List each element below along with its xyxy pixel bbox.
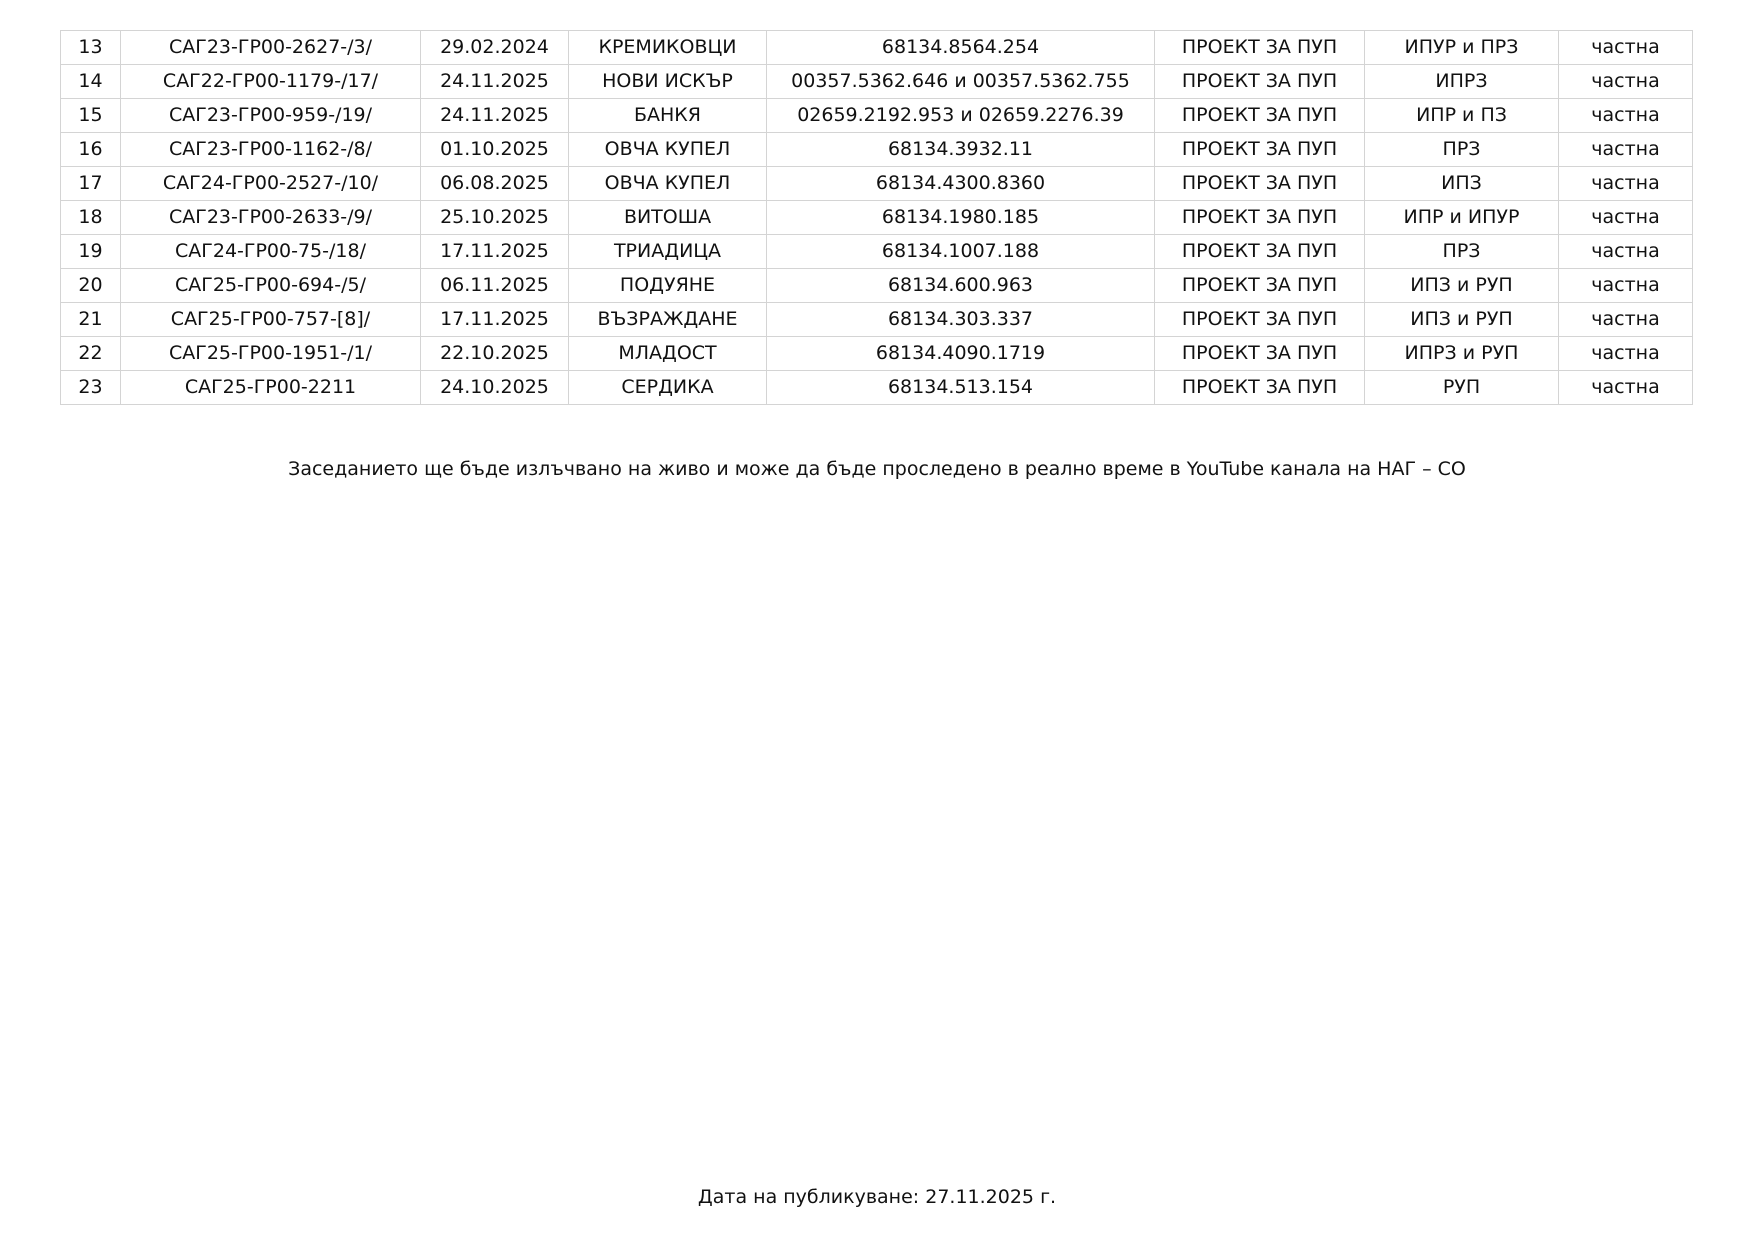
table-row <box>61 65 1693 99</box>
livestream-notice: Заседанието ще бъде излъчвано на живо и може да бъде проследено в реално време в YouTube канала на НАГ – СО <box>288 458 1466 480</box>
plan-scope-cell: ИПР и ПЗ <box>1365 99 1559 133</box>
plan-scope-cell: РУП <box>1365 371 1559 405</box>
row-number-cell: 18 <box>61 201 121 235</box>
district-cell: ВИТОША <box>569 201 767 235</box>
district-cell: СЕРДИКА <box>569 371 767 405</box>
district-cell: НОВИ ИСКЪР <box>569 65 767 99</box>
table-row <box>61 133 1693 167</box>
plan-scope-cell: ПРЗ <box>1365 235 1559 269</box>
district-cell: БАНКЯ <box>569 99 767 133</box>
table-row <box>61 99 1693 133</box>
project-type-cell: ПРОЕКТ ЗА ПУП <box>1155 269 1365 303</box>
cadastral-id-cell: 02659.2192.953 и 02659.2276.39 <box>767 99 1155 133</box>
table-row <box>61 337 1693 371</box>
date-cell: 24.11.2025 <box>421 99 569 133</box>
plan-scope-cell: ИПР и ИПУР <box>1365 201 1559 235</box>
ownership-cell: частна <box>1559 235 1693 269</box>
district-cell: ОВЧА КУПЕЛ <box>569 133 767 167</box>
district-cell: ПОДУЯНЕ <box>569 269 767 303</box>
cadastral-id-cell: 68134.303.337 <box>767 303 1155 337</box>
reference-number-cell: САГ25-ГР00-2211 <box>121 371 421 405</box>
plan-scope-cell: ПРЗ <box>1365 133 1559 167</box>
ownership-cell: частна <box>1559 269 1693 303</box>
plan-scope-cell: ИПЗ <box>1365 167 1559 201</box>
plan-scope-cell: ИПЗ и РУП <box>1365 269 1559 303</box>
project-type-cell: ПРОЕКТ ЗА ПУП <box>1155 167 1365 201</box>
table-row <box>61 371 1693 405</box>
plan-scope-cell: ИПУР и ПРЗ <box>1365 31 1559 65</box>
project-type-cell: ПРОЕКТ ЗА ПУП <box>1155 133 1365 167</box>
table-row <box>61 303 1693 337</box>
project-type-cell: ПРОЕКТ ЗА ПУП <box>1155 65 1365 99</box>
row-number-cell: 13 <box>61 31 121 65</box>
project-type-cell: ПРОЕКТ ЗА ПУП <box>1155 201 1365 235</box>
reference-number-cell: САГ25-ГР00-757-[8]/ <box>121 303 421 337</box>
row-number-cell: 19 <box>61 235 121 269</box>
reference-number-cell: САГ23-ГР00-2627-/3/ <box>121 31 421 65</box>
date-cell: 01.10.2025 <box>421 133 569 167</box>
reference-number-cell: САГ25-ГР00-1951-/1/ <box>121 337 421 371</box>
district-cell: КРЕМИКОВЦИ <box>569 31 767 65</box>
cadastral-id-cell: 68134.1980.185 <box>767 201 1155 235</box>
row-number-cell: 21 <box>61 303 121 337</box>
ownership-cell: частна <box>1559 371 1693 405</box>
date-cell: 29.02.2024 <box>421 31 569 65</box>
row-number-cell: 15 <box>61 99 121 133</box>
row-number-cell: 14 <box>61 65 121 99</box>
district-cell: ТРИАДИЦА <box>569 235 767 269</box>
table-row <box>61 269 1693 303</box>
ownership-cell: частна <box>1559 337 1693 371</box>
cadastral-id-cell: 68134.513.154 <box>767 371 1155 405</box>
reference-number-cell: САГ25-ГР00-694-/5/ <box>121 269 421 303</box>
reference-number-cell: САГ23-ГР00-2633-/9/ <box>121 201 421 235</box>
date-cell: 06.08.2025 <box>421 167 569 201</box>
district-cell: ВЪЗРАЖДАНЕ <box>569 303 767 337</box>
district-cell: ОВЧА КУПЕЛ <box>569 167 767 201</box>
reference-number-cell: САГ24-ГР00-75-/18/ <box>121 235 421 269</box>
row-number-cell: 20 <box>61 269 121 303</box>
row-number-cell: 23 <box>61 371 121 405</box>
table-row <box>61 167 1693 201</box>
cadastral-id-cell: 68134.4090.1719 <box>767 337 1155 371</box>
date-cell: 25.10.2025 <box>421 201 569 235</box>
cadastral-id-cell: 68134.4300.8360 <box>767 167 1155 201</box>
date-cell: 06.11.2025 <box>421 269 569 303</box>
reference-number-cell: САГ22-ГР00-1179-/17/ <box>121 65 421 99</box>
ownership-cell: частна <box>1559 201 1693 235</box>
ownership-cell: частна <box>1559 303 1693 337</box>
reference-number-cell: САГ23-ГР00-959-/19/ <box>121 99 421 133</box>
ownership-cell: частна <box>1559 167 1693 201</box>
agenda-table <box>60 30 1693 405</box>
ownership-cell: частна <box>1559 31 1693 65</box>
row-number-cell: 16 <box>61 133 121 167</box>
plan-scope-cell: ИПРЗ и РУП <box>1365 337 1559 371</box>
project-type-cell: ПРОЕКТ ЗА ПУП <box>1155 371 1365 405</box>
ownership-cell: частна <box>1559 133 1693 167</box>
date-cell: 24.10.2025 <box>421 371 569 405</box>
table-row <box>61 235 1693 269</box>
plan-scope-cell: ИПРЗ <box>1365 65 1559 99</box>
district-cell: МЛАДОСТ <box>569 337 767 371</box>
ownership-cell: частна <box>1559 99 1693 133</box>
reference-number-cell: САГ23-ГР00-1162-/8/ <box>121 133 421 167</box>
cadastral-id-cell: 68134.3932.11 <box>767 133 1155 167</box>
project-type-cell: ПРОЕКТ ЗА ПУП <box>1155 235 1365 269</box>
row-number-cell: 17 <box>61 167 121 201</box>
table-row <box>61 31 1693 65</box>
ownership-cell: частна <box>1559 65 1693 99</box>
cadastral-id-cell: 68134.1007.188 <box>767 235 1155 269</box>
date-cell: 22.10.2025 <box>421 337 569 371</box>
date-cell: 17.11.2025 <box>421 303 569 337</box>
project-type-cell: ПРОЕКТ ЗА ПУП <box>1155 99 1365 133</box>
date-cell: 17.11.2025 <box>421 235 569 269</box>
publication-date: Дата на публикуване: 27.11.2025 г. <box>697 1186 1057 1208</box>
project-type-cell: ПРОЕКТ ЗА ПУП <box>1155 303 1365 337</box>
date-cell: 24.11.2025 <box>421 65 569 99</box>
project-type-cell: ПРОЕКТ ЗА ПУП <box>1155 337 1365 371</box>
cadastral-id-cell: 00357.5362.646 и 00357.5362.755 <box>767 65 1155 99</box>
cadastral-id-cell: 68134.600.963 <box>767 269 1155 303</box>
plan-scope-cell: ИПЗ и РУП <box>1365 303 1559 337</box>
reference-number-cell: САГ24-ГР00-2527-/10/ <box>121 167 421 201</box>
cadastral-id-cell: 68134.8564.254 <box>767 31 1155 65</box>
project-type-cell: ПРОЕКТ ЗА ПУП <box>1155 31 1365 65</box>
table-row <box>61 201 1693 235</box>
row-number-cell: 22 <box>61 337 121 371</box>
